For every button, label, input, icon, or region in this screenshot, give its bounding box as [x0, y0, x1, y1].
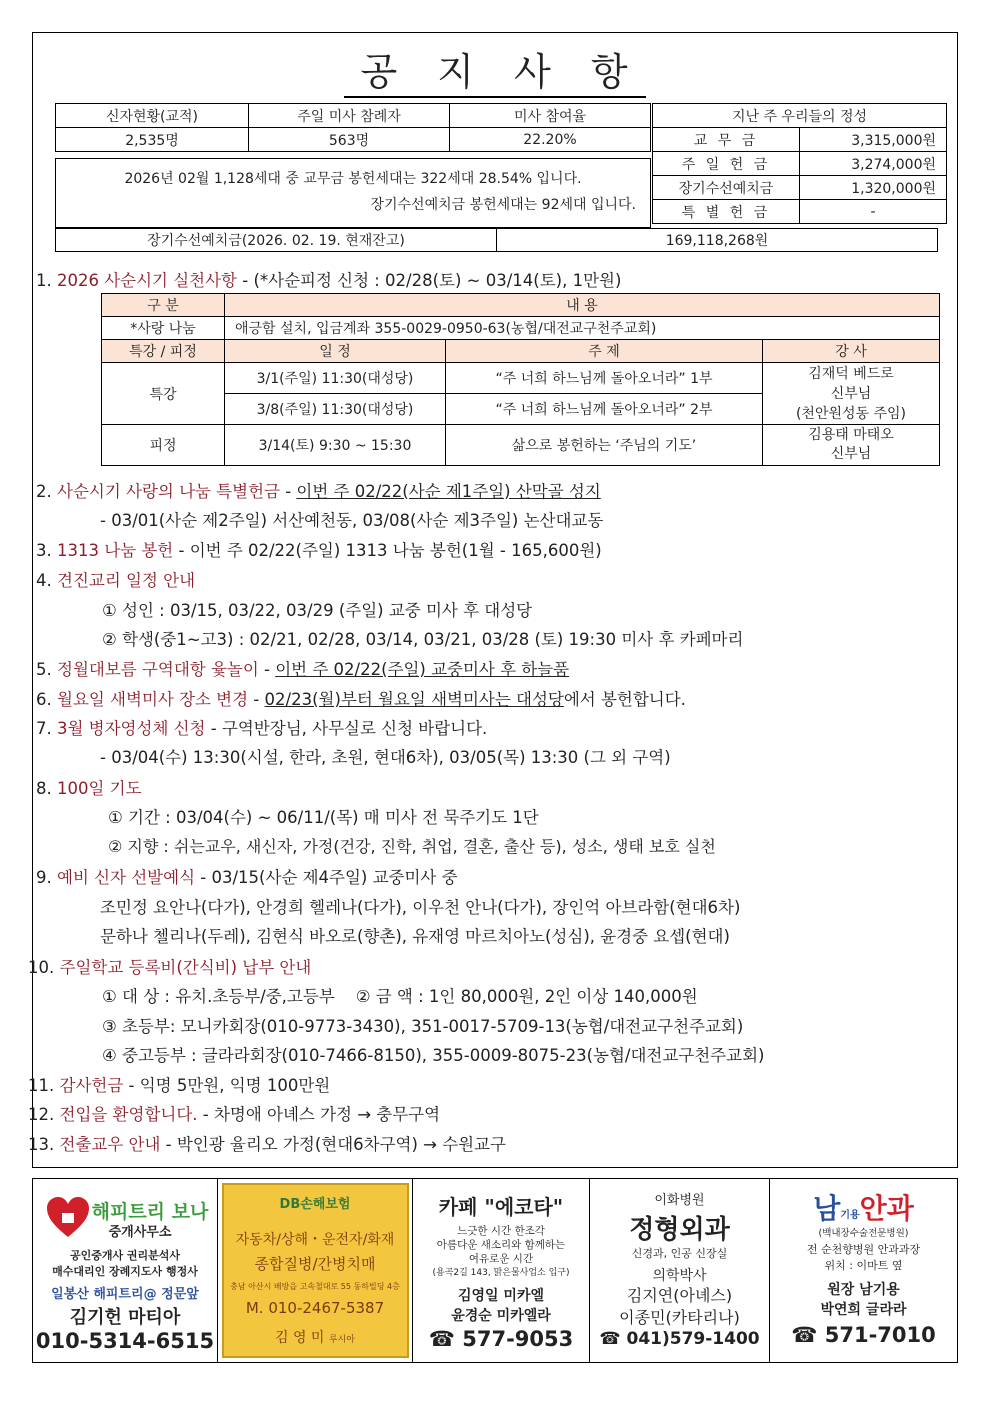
section-line: ① 대 상 : 유치.초등부/중,고등부 ② 금 액 : 1인 80,000원, 2인 이상 140,000원: [102, 987, 698, 1006]
section-title: 사순시기 사랑의 나눔 특별헌금: [57, 482, 280, 501]
ad-title: 정형외과: [629, 1215, 730, 1245]
stats-value: 2,535명: [56, 128, 249, 152]
lent-table-header: 특강 / 피정: [102, 340, 225, 363]
ad-real-estate: [33, 1179, 218, 1362]
ad-eye-clinic: [770, 1179, 957, 1362]
section-title: 전출교우 안내: [59, 1135, 161, 1154]
ad-line: 종합질병/간병치매: [254, 1255, 376, 1273]
stats-value: 563명: [249, 128, 450, 152]
lent-table-cell: 3/1(주일) 11:30(대성당): [225, 363, 446, 394]
ad-subtitle: 이화병원: [654, 1193, 705, 1208]
section-title: 예비 신자 선발예식: [57, 868, 196, 887]
ad-phone: ☎ 041)579-1400: [599, 1329, 760, 1349]
ad-line: 충남 아산시 배방읍 고속철대로 55 동하빌딩 4층: [230, 1282, 400, 1291]
lent-table-cell: “주 너희 하느님께 돌아오너라” 1부: [446, 363, 763, 394]
section-line: 문하나 첼리나(두레), 김현식 바오로(향촌), 유재영 마르치아노(성심), 윤경중 요셉(현대): [100, 927, 730, 946]
ad-line: 공인중개사 권리분석사: [69, 1249, 181, 1262]
stats-value: 22.20%: [450, 128, 651, 152]
ad-line: (용곡2길 143, 맑은물사업소 입구): [432, 1268, 570, 1278]
section-title: 1313 나눔 봉헌: [57, 541, 174, 560]
lent-table-cell: 김용태 마태오 신부님: [763, 425, 940, 466]
lent-table-cell: 3/8(주일) 11:30(대성당): [225, 394, 446, 425]
section-title: 견진교리 일정 안내: [57, 571, 196, 590]
stats-notes: [55, 158, 651, 228]
section-title: 2026 사순시기 실천사항: [57, 271, 237, 290]
lent-table-cell: 3/14(토) 9:30 ~ 15:30: [225, 425, 446, 466]
section-4: 4. 견진교리 일정 안내: [36, 571, 196, 590]
ad-line: 아름다운 새소리와 함께하는: [436, 1239, 566, 1251]
ad-line: 자동차/상해・운전자/화재: [235, 1232, 395, 1248]
ad-line: 매수대리인 장례지도사 행정사: [52, 1265, 198, 1278]
offering-label: 장기수선예치금: [653, 176, 800, 200]
lent-table-header: 강 사: [763, 340, 940, 363]
ad-line: (백내장수술전문병원): [818, 1228, 909, 1239]
lent-table-cell: 삶으로 봉헌하는 ‘주님의 기도’: [446, 425, 763, 466]
offering-value: -: [800, 200, 947, 224]
section-line: 조민정 요안나(다가), 안경희 헬레나(다가), 이우천 안나(다가), 장인억 아브라함(현대6차): [100, 898, 741, 917]
lent-table-cell: 특강: [102, 363, 225, 425]
lent-table-cell: *사랑 나눔: [102, 317, 225, 340]
section-3: 3. 1313 나눔 봉헌 - 이번 주 02/22(주일) 1313 나눔 봉헌(1월 - 165,600원): [36, 541, 602, 560]
lent-table-cell: 김재덕 베드로 신부님 (천안원성동 주임): [763, 363, 940, 425]
lent-table: [101, 293, 940, 466]
ad-line: 의학박사: [652, 1268, 707, 1284]
stats-note: 장기수선예치금 봉헌세대는 92세대 입니다.: [370, 197, 636, 213]
offering-value: 3,274,000원: [800, 152, 947, 176]
ad-subtitle: 중개사무소: [108, 1225, 172, 1240]
section-1: 1. 2026 사순시기 실천사항 - (*사순피정 신청 : 02/28(토) ~ 03/14(토), 1만원): [36, 271, 622, 290]
section-8: 8. 100일 기도: [36, 779, 142, 798]
section-line: ④ 중고등부 : 글라라회장(010-7466-8150), 355-0009-8075-23(농협/대전교구천주교회): [102, 1046, 765, 1065]
balance-table: [55, 228, 938, 252]
section-title: 월요일 새벽미사 장소 변경: [57, 690, 249, 709]
section-line: ② 학생(중1~고3) : 02/21, 02/28, 03/14, 03/21, 03/28 (토) 19:30 미사 후 카페마리: [102, 630, 744, 649]
ad-orthopedics: [590, 1179, 770, 1362]
ad-title: 해피트리 보나: [91, 1201, 209, 1223]
ad-cafe: [413, 1179, 590, 1362]
lent-table-header: 내 용: [225, 294, 940, 317]
ad-line: 전 순천향병원 안과과장: [806, 1243, 921, 1256]
ad-phone: ☎ 577-9053: [428, 1327, 574, 1351]
stats-note: 2026년 02월 1,128세대 중 교무금 봉헌세대는 322세대 28.54% 입니다.: [124, 171, 582, 187]
section-9: 9. 예비 신자 선발예식 - 03/15(사순 제4주일) 교중미사 중: [36, 868, 458, 887]
lent-table-cell: “주 너희 하느님께 돌아오너라” 2부: [446, 394, 763, 425]
stats-header: 주일 미사 참례자: [249, 104, 450, 128]
section-title: 3월 병자영성체 신청: [57, 719, 206, 738]
lent-table-cell: 애긍함 설치, 입금계좌 355-0029-0950-63(농협/대전교구천주교회): [225, 317, 940, 340]
ad-person: 윤경순 미카엘라: [451, 1308, 551, 1324]
offering-label: 교 무 금: [653, 128, 800, 152]
section-11: 11. 감사헌금 - 익명 5만원, 익명 100만원: [28, 1076, 331, 1095]
offering-header: 지난 주 우리들의 정성: [653, 104, 947, 128]
section-title: 감사헌금: [59, 1076, 124, 1095]
stats-header: 신자현황(교적): [56, 104, 249, 128]
section-line: - 03/01(사순 제2주일) 서산예천동, 03/08(사순 제3주일) 논산대교동: [100, 511, 604, 530]
balance-value: 169,118,268원: [497, 229, 938, 252]
section-6: 6. 월요일 새벽미사 장소 변경 - 02/23(월)부터 월요일 새벽미사는 대성당에서 봉헌합니다.: [36, 690, 686, 709]
ad-person: 김기헌 마티아: [69, 1307, 181, 1328]
ad-line: 위치 : 이마트 옆: [824, 1259, 903, 1272]
offering-label: 주 일 헌 금: [653, 152, 800, 176]
ad-phone: M. 010-2467-5387: [245, 1299, 385, 1317]
section-line: ② 지향 : 쉬는교우, 새신자, 가정(건강, 진학, 취업, 결혼, 출산 등), 성소, 생태 보호 실천: [108, 837, 716, 856]
ad-title: 남기용안과: [813, 1192, 914, 1225]
lent-table-header: 구 분: [102, 294, 225, 317]
offering-table: [652, 103, 947, 224]
ad-phone: ☎ 571-7010: [791, 1323, 936, 1347]
section-2: 2. 사순시기 사랑의 나눔 특별헌금 - 이번 주 02/22(사순 제1주일) 산막골 성지: [36, 482, 601, 501]
section-line: ① 성인 : 03/15, 03/22, 03/29 (주일) 교중 미사 후 대성당: [102, 601, 533, 620]
section-13: 13. 전출교우 안내 - 박인광 율리오 가정(현대6차구역) → 수원교구: [28, 1135, 506, 1154]
section-line: - 03/04(수) 13:30(시설, 한라, 초원, 현대6차), 03/05(목) 13:30 (그 외 구역): [100, 748, 671, 767]
ad-line: 느긋한 시간 한조각: [457, 1225, 545, 1237]
stats-header: 미사 참여율: [450, 104, 651, 128]
balance-label: 장기수선예치금(2026. 02. 19. 현재잔고): [56, 229, 497, 252]
section-title: 100일 기도: [57, 779, 142, 798]
lent-table-cell: 피정: [102, 425, 225, 466]
section-line: ③ 초등부: 모니카회장(010-9773-3430), 351-0017-5709-13(농협/대전교구천주교회): [102, 1017, 744, 1036]
ad-person: 김영일 미카엘: [457, 1288, 545, 1304]
section-7: 7. 3월 병자영성체 신청 - 구역반장님, 사무실로 신청 바랍니다.: [36, 719, 488, 738]
offering-value: 3,315,000원: [800, 128, 947, 152]
ad-title: 카페 "에코타": [438, 1195, 564, 1219]
page-title: 공 지 사 항: [33, 41, 957, 96]
section-title: 정월대보름 구역대항 윷놀이: [57, 660, 259, 679]
ad-person: 원장 남기용: [827, 1282, 900, 1298]
section-5: 5. 정월대보름 구역대항 윷놀이 - 이번 주 02/22(주일) 교중미사 후 하늘품: [36, 660, 570, 679]
lent-table-header: 주 제: [446, 340, 763, 363]
ad-brand: DB손해보험: [279, 1197, 351, 1212]
section-title: 주일학교 등록비(간식비) 납부 안내: [59, 958, 312, 977]
lent-table-header: 일 정: [225, 340, 446, 363]
section-12: 12. 전입을 환영합니다. - 차명애 아녜스 가정 → 충무구역: [28, 1105, 441, 1124]
section-line: ① 기간 : 03/04(수) ~ 06/11/(목) 매 미사 전 묵주기도 1단: [108, 808, 539, 827]
ad-person: 김지연(아녜스): [626, 1286, 733, 1305]
section-10: 10. 주일학교 등록비(간식비) 납부 안내: [28, 958, 312, 977]
section-title: 전입을 환영합니다.: [59, 1105, 198, 1124]
offering-value: 1,320,000원: [800, 176, 947, 200]
ad-line: 신경과, 인공 신장실: [631, 1247, 728, 1260]
offering-label: 특 별 헌 금: [653, 200, 800, 224]
ad-person: 김 영 미 루시아: [274, 1330, 356, 1346]
ad-person: 이종민(카타리나): [619, 1308, 740, 1327]
ad-line: 일봉산 해피트리@ 정문앞: [51, 1287, 199, 1302]
ad-insurance: [218, 1179, 413, 1362]
ads-strip: [32, 1178, 958, 1363]
ad-person: 박연희 글라라: [820, 1302, 907, 1318]
stats-table: [55, 103, 651, 152]
ad-phone: 010-5314-6515: [35, 1329, 215, 1353]
ad-line: 여유로운 시간: [468, 1253, 534, 1265]
